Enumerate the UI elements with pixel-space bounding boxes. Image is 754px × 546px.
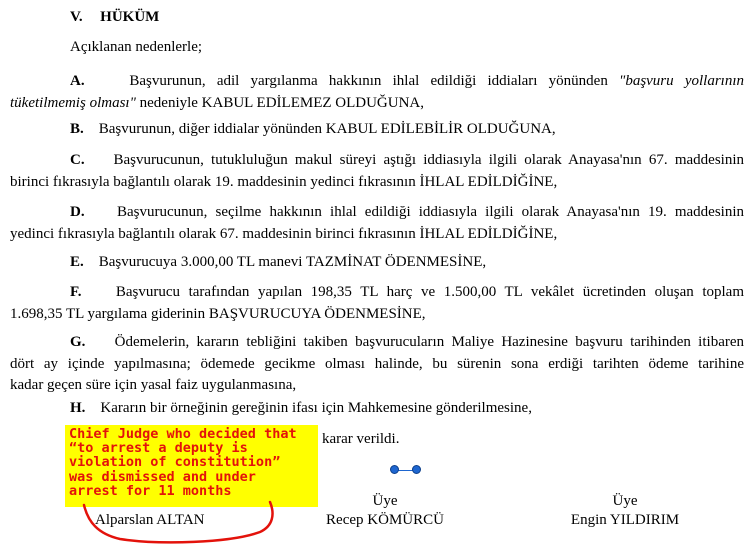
item-text: Başvurunun, diğer iddialar yönünden KABUL EDİLEBİLİR OLDUĞUNA, xyxy=(98,121,556,137)
item-text: Kararın bir örneğinin gereğinin ifası için Mahkemesine gönderilmesine, xyxy=(100,400,532,416)
section-title: HÜKÜM xyxy=(100,9,160,25)
ruling-item xyxy=(10,282,744,325)
section-heading xyxy=(70,9,159,26)
item-line xyxy=(10,119,744,141)
item-label: A. xyxy=(70,73,85,89)
item-line xyxy=(10,93,744,115)
signature-name: Engin YILDIRIM xyxy=(570,512,680,528)
item-label: B. xyxy=(70,121,84,137)
item-text-italic: tüketilmemiş olması" xyxy=(10,94,136,111)
signature-name: Alparslan ALTAN xyxy=(95,512,205,528)
item-line xyxy=(10,71,744,93)
selection-handle-right[interactable] xyxy=(412,465,421,474)
item-text: Ödemelerin, kararın tebliğini takiben başvurucuların Maliye Hazinesine başvuru tarihinden itibaren xyxy=(114,334,744,350)
ruling-item xyxy=(10,332,744,397)
item-label: H. xyxy=(70,400,86,416)
item-line xyxy=(10,332,744,354)
signature-name: Recep KÖMÜRCÜ xyxy=(326,512,444,528)
ruling-item xyxy=(10,202,744,245)
item-label: D. xyxy=(70,204,85,220)
section-number: V. xyxy=(70,9,83,25)
item-text: 1.698,35 TL yargılama giderinin BAŞVURUCUYA ÖDENMESİNE, xyxy=(10,305,426,322)
signature-role: Üye xyxy=(612,493,638,509)
item-text-italic: "başvuru yollarının xyxy=(619,73,745,89)
item-text: dört ay içinde yapılmasına; ödemede gecikme olması halinde, bu sürenin sona erdiği tarihten ödeme tarihine xyxy=(10,355,744,372)
item-line xyxy=(10,202,744,224)
ruling-item xyxy=(10,119,744,141)
item-text: Başvurucunun, tutukluluğun makul süreyi aştığı iddiasıyla ilgili olarak Anayasa'nın 67. maddesinin xyxy=(113,152,744,168)
signature-member-1 xyxy=(300,493,470,529)
item-text: Başvurucuya 3.000,00 TL manevi TAZMİNAT ÖDENMESİNE, xyxy=(98,254,487,270)
item-label: C. xyxy=(70,152,85,168)
item-label: E. xyxy=(70,254,84,270)
closing-text: karar verildi. xyxy=(322,431,400,447)
ruling-item xyxy=(10,398,744,420)
signature-role: Üye xyxy=(372,493,398,509)
item-text: nedeniyle KABUL EDİLEMEZ OLDUĞUNA, xyxy=(135,94,425,111)
item-line xyxy=(10,354,744,376)
item-line xyxy=(10,150,744,172)
item-line xyxy=(10,282,744,304)
ruling-item xyxy=(10,150,744,193)
item-line xyxy=(10,224,744,246)
ruling-item xyxy=(10,71,744,114)
item-text: birinci fıkrasıyla bağlantılı olarak 19. maddesinin yedinci fıkrasının İHLAL EDİLDİĞİNE, xyxy=(10,173,558,190)
item-line xyxy=(10,398,744,420)
item-line xyxy=(10,172,744,194)
item-text: kadar geçen süre için yasal faiz uygulanmasına, xyxy=(10,377,297,393)
item-line xyxy=(10,252,744,274)
ruling-item xyxy=(10,252,744,274)
item-text: yedinci fıkrasıyla bağlantılı olarak 67. maddesinin birinci fıkrasının İHLAL EDİLDİĞİNE, xyxy=(10,225,558,242)
signature-member-2 xyxy=(540,493,710,529)
signature-chair xyxy=(95,512,275,529)
item-line xyxy=(10,375,744,397)
selection-handle-left[interactable] xyxy=(390,465,399,474)
item-line xyxy=(10,304,744,326)
item-label: G. xyxy=(70,334,86,350)
item-text: Başvurucu tarafından yapılan 198,35 TL harç ve 1.500,00 TL vekâlet ücretinden oluşan toplam xyxy=(115,284,745,300)
annotation-note: Chief Judge who decided that “to arrest a deputy is violation of constitution” was dismissed and under arrest for 11 months xyxy=(65,425,318,507)
item-text: Başvurunun, adil yargılanma hakkının ihlal edildiği iddiaları yönünden xyxy=(129,73,620,89)
item-text: Başvurucunun, seçilme hakkının ihlal edildiği iddiasıyla ilgili olarak Anayasa'nın 19. maddesinin xyxy=(117,204,744,220)
intro-text: Açıklanan nedenlerle; xyxy=(70,39,203,55)
item-label: F. xyxy=(70,284,82,300)
